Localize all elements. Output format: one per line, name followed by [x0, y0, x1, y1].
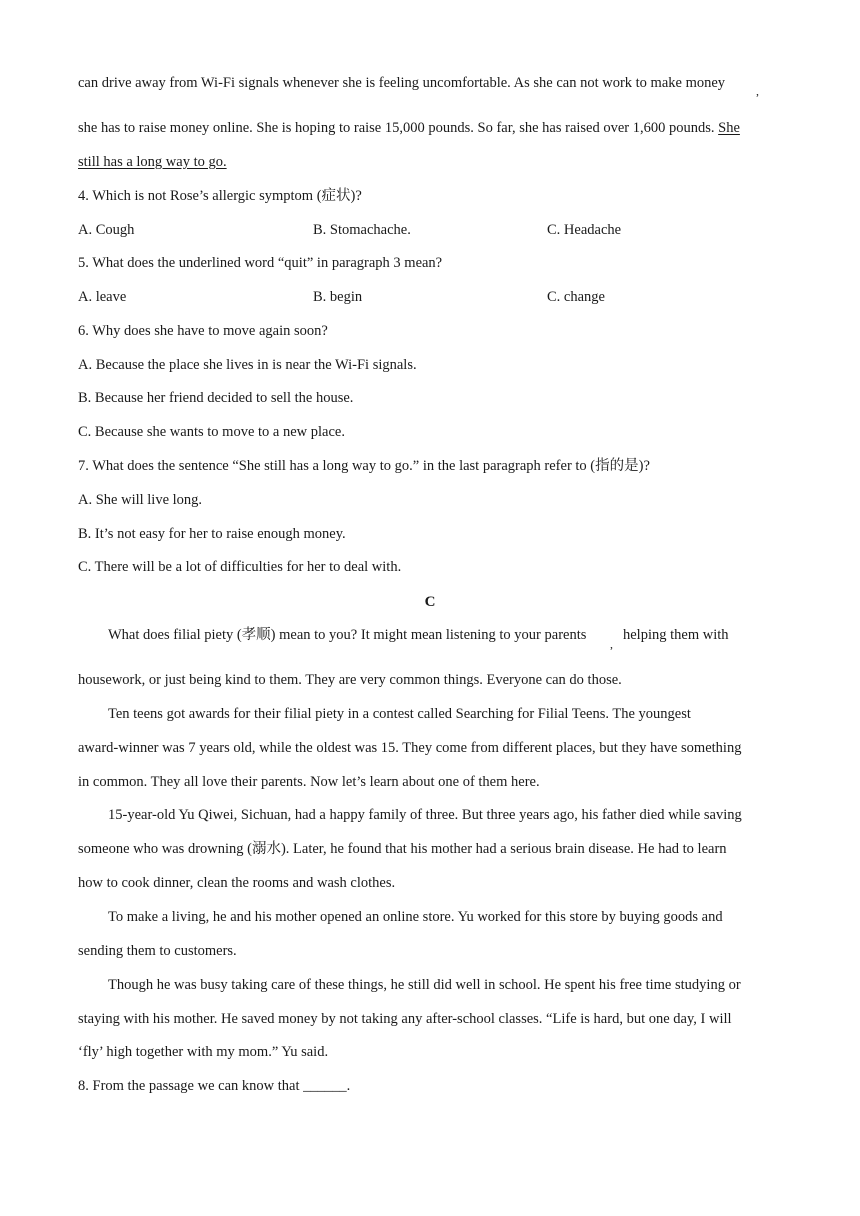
paragraph-2-line: award-winner was 7 years old, while the oldest was 15. They come from different places, but they have something	[78, 740, 742, 756]
paragraph-3-line: how to cook dinner, clean the rooms and wash clothes.	[78, 875, 396, 891]
paragraph-1-line: What does filial piety (孝顺) mean to you? It might mean listening to your parents	[108, 627, 587, 643]
q7-option-b[interactable]: B. It’s not easy for her to raise enough money.	[78, 526, 346, 542]
q6-option-b[interactable]: B. Because her friend decided to sell the house.	[78, 390, 354, 406]
q4-option-b[interactable]: B. Stomachache.	[313, 222, 411, 238]
question-5: 5. What does the underlined word “quit” in paragraph 3 mean?	[78, 255, 443, 271]
paragraph-1-line: housework, or just being kind to them. They are very common things. Everyone can do those.	[78, 672, 622, 688]
passage-text: she has to raise money online. She is hoping to raise 15,000 pounds. So far, she has raised over 1,600 pounds.	[78, 120, 719, 136]
question-7: 7. What does the sentence “She still has a long way to go.” in the last paragraph refer to (指的是)?	[78, 458, 650, 474]
passage-line	[78, 119, 740, 137]
underlined-sentence-start: She	[718, 120, 740, 136]
paragraph-5-line: Though he was busy taking care of these things, he still did well in school. He spent his free time studying or	[108, 977, 741, 993]
q4-option-a[interactable]: A. Cough	[78, 222, 135, 238]
paragraph-1-line-end: helping them with	[623, 627, 729, 643]
stray-comma: ,	[756, 84, 759, 98]
paragraph-2-line: in common. They all love their parents. Now let’s learn about one of them here.	[78, 774, 540, 790]
paragraph-4-line: sending them to customers.	[78, 943, 237, 959]
q6-option-a[interactable]: A. Because the place she lives in is near the Wi-Fi signals.	[78, 357, 417, 373]
question-4: 4. Which is not Rose’s allergic symptom (症状)?	[78, 188, 362, 204]
question-6: 6. Why does she have to move again soon?	[78, 323, 328, 339]
question-8: 8. From the passage we can know that ______.	[78, 1078, 351, 1094]
q5-option-a[interactable]: A. leave	[78, 289, 127, 305]
q7-option-c[interactable]: C. There will be a lot of difficulties for her to deal with.	[78, 559, 402, 575]
paragraph-4-line: To make a living, he and his mother opened an online store. Yu worked for this store by buying goods and	[108, 909, 723, 925]
underlined-sentence-end: still has a long way to go.	[78, 154, 227, 170]
paragraph-5-line: ‘fly’ high together with my mom.” Yu said.	[78, 1044, 329, 1060]
passage-line: can drive away from Wi-Fi signals whenever she is feeling uncomfortable. As she can not work to make money	[78, 75, 726, 91]
section-heading: C	[424, 594, 436, 610]
q5-option-c[interactable]: C. change	[547, 289, 605, 305]
q7-option-a[interactable]: A. She will live long.	[78, 492, 203, 508]
stray-comma: ,	[610, 637, 613, 651]
q5-option-b[interactable]: B. begin	[313, 289, 363, 305]
paragraph-3-line: 15-year-old Yu Qiwei, Sichuan, had a happy family of three. But three years ago, his father died while saving	[108, 807, 742, 823]
q6-option-c[interactable]: C. Because she wants to move to a new place.	[78, 424, 345, 440]
q4-option-c[interactable]: C. Headache	[547, 222, 622, 238]
paragraph-3-line: someone who was drowning (溺水). Later, he found that his mother had a serious brain disease. He had to learn	[78, 841, 727, 857]
paragraph-5-line: staying with his mother. He saved money by not taking any after-school classes. “Life is hard, but one day, I will	[78, 1011, 732, 1027]
paragraph-2-line: Ten teens got awards for their filial piety in a contest called Searching for Filial Teens. The youngest	[108, 706, 691, 722]
